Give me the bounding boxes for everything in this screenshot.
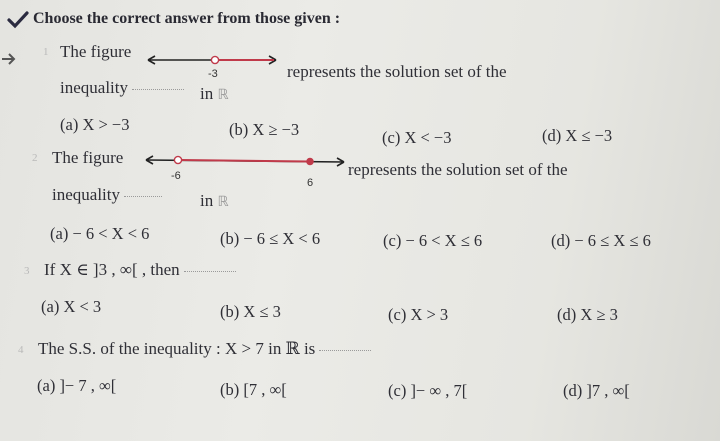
answer-blank — [319, 349, 371, 351]
in-set-label — [200, 84, 229, 104]
numberline-label: -3 — [208, 68, 218, 80]
stem-suffix: represents the solution set of the — [287, 62, 507, 81]
option-a[interactable]: (a) ]− 7 , ∞[ — [37, 376, 117, 395]
open-point-marker — [174, 156, 181, 163]
in-set-label — [200, 191, 229, 211]
numberline-label-left: -6 — [171, 170, 181, 182]
question-stem-line2 — [52, 185, 166, 205]
stem-line2-prefix: inequality — [60, 78, 128, 97]
real-set-symbol: ℝ — [217, 87, 229, 103]
option-a[interactable]: (a) − 6 < X < 6 — [50, 224, 150, 243]
option-d[interactable]: (d) ]7 , ∞[ — [563, 381, 630, 400]
real-set-symbol: ℝ — [217, 194, 229, 210]
option-b[interactable]: (b) − 6 ≤ X < 6 — [220, 229, 321, 248]
question-number: 4 — [18, 344, 24, 356]
option-c[interactable]: (c) X > 3 — [388, 305, 449, 324]
question-stem — [44, 260, 240, 280]
closed-point-marker — [306, 158, 314, 166]
in-word: in — [200, 84, 214, 103]
numberline-label-right: 6 — [307, 177, 314, 189]
question-number: 3 — [24, 265, 30, 277]
option-b[interactable]: (b) [7 , ∞[ — [220, 380, 287, 399]
option-b[interactable]: (b) X ≤ 3 — [220, 302, 281, 321]
option-d[interactable]: (d) X ≥ 3 — [557, 305, 618, 324]
question-stem — [38, 339, 375, 359]
in-word: in — [200, 191, 214, 210]
stem-prefix: The figure — [52, 148, 124, 167]
stem-suffix: represents the solution set of the — [348, 160, 568, 179]
question-number: 2 — [32, 152, 38, 164]
answer-blank — [132, 88, 184, 90]
open-point-marker — [211, 56, 218, 63]
question-stem-line2 — [60, 78, 188, 98]
answer-blank — [124, 195, 162, 197]
stem-text: If X ∈ ]3 , ∞[ , then — [44, 260, 180, 279]
option-c[interactable]: (c) ]− ∞ , 7[ — [388, 381, 468, 400]
question-stem — [52, 148, 123, 168]
margin-marker-icon — [0, 52, 16, 66]
answer-blank — [184, 270, 236, 272]
question-number: 1 — [43, 46, 49, 58]
option-c[interactable]: (c) X < −3 — [382, 128, 452, 147]
question-stem — [60, 42, 131, 62]
stem-text: The S.S. of the inequality : X > 7 in ℝ is — [38, 339, 316, 358]
option-d[interactable]: (d) − 6 ≤ X ≤ 6 — [551, 231, 651, 250]
section-header: Choose the correct answer from those given : — [33, 10, 341, 27]
option-b[interactable]: (b) X ≥ −3 — [229, 120, 300, 139]
check-mark-icon — [6, 10, 30, 30]
option-d[interactable]: (d) X ≤ −3 — [542, 126, 613, 145]
number-line-figure — [144, 150, 354, 190]
option-a[interactable]: (a) X > −3 — [60, 115, 130, 134]
option-a[interactable]: (a) X < 3 — [41, 297, 102, 316]
stem-prefix: The figure — [60, 42, 132, 61]
option-c[interactable]: (c) − 6 < X ≤ 6 — [383, 231, 483, 250]
stem-line2-prefix: inequality — [52, 185, 120, 204]
